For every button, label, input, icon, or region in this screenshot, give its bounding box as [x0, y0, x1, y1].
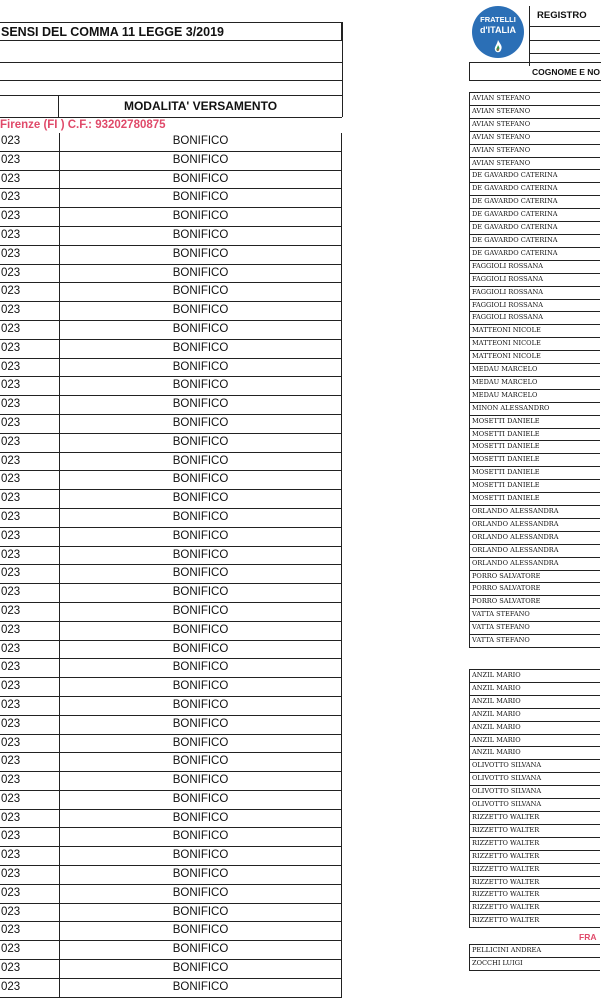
- payment-mode-cell: BONIFICO: [60, 414, 342, 433]
- name-cell: OLIVOTTO SILVANA: [470, 786, 601, 799]
- registro-label: REGISTRO: [537, 10, 587, 21]
- name-cell: DE GAVARDO CATERINA: [470, 234, 601, 247]
- payment-mode-cell: BONIFICO: [60, 396, 342, 415]
- name-cell: OLIVOTTO SILVANA: [470, 760, 601, 773]
- payment-mode-cell: BONIFICO: [60, 527, 342, 546]
- name-cell: FAGGIOLI ROSSANA: [470, 299, 601, 312]
- name-cell: ORLANDO ALESSANDRA: [470, 518, 601, 531]
- year-cell: 023: [0, 189, 60, 208]
- table-row: [0, 433, 342, 452]
- list-item: [470, 480, 601, 493]
- payment-mode-cell: BONIFICO: [60, 678, 342, 697]
- year-cell: 023: [0, 884, 60, 903]
- year-cell: 023: [0, 170, 60, 189]
- table-row: [0, 753, 342, 772]
- payment-mode-cell: BONIFICO: [60, 696, 342, 715]
- name-cell: FAGGIOLI ROSSANA: [470, 273, 601, 286]
- payment-mode-cell: BONIFICO: [60, 133, 342, 151]
- list-item: [470, 609, 601, 622]
- list-item: [470, 351, 601, 364]
- name-cell: MEDAU MARCELO: [470, 364, 601, 377]
- name-cell: ANZIL MARIO: [470, 670, 601, 683]
- payment-mode-cell: BONIFICO: [60, 659, 342, 678]
- table-row: [0, 320, 342, 339]
- name-cell: AVIAN STEFANO: [470, 93, 601, 106]
- divider: [0, 62, 342, 63]
- year-cell: 023: [0, 508, 60, 527]
- list-item: [470, 376, 601, 389]
- year-cell: 023: [0, 283, 60, 302]
- table-row: [0, 527, 342, 546]
- table-row: [0, 565, 342, 584]
- table-row: [0, 208, 342, 227]
- list-item: [470, 747, 601, 760]
- table-row: [0, 584, 342, 603]
- table-row: [0, 170, 342, 189]
- list-item: [470, 118, 601, 131]
- list-item: [470, 876, 601, 889]
- name-cell: MOSETTI DANIELE: [470, 415, 601, 428]
- table-row: [0, 189, 342, 208]
- list-item: [470, 734, 601, 747]
- payment-mode-cell: BONIFICO: [60, 621, 342, 640]
- name-cell: VATTA STEFANO: [470, 622, 601, 635]
- list-item: [470, 670, 601, 683]
- right-document-page: [469, 0, 600, 978]
- logo-text-top: FRATELLI: [480, 15, 516, 24]
- cognome-header: COGNOME E NO: [532, 67, 601, 77]
- list-item: [470, 557, 601, 570]
- year-cell: 023: [0, 264, 60, 283]
- list-item: [470, 131, 601, 144]
- table-row: [0, 490, 342, 509]
- table-row: [0, 922, 342, 941]
- list-item: [470, 506, 601, 519]
- payment-mode-cell: BONIFICO: [60, 847, 342, 866]
- name-cell: AVIAN STEFANO: [470, 144, 601, 157]
- fratelli-italia-logo: [472, 6, 524, 58]
- year-cell: 023: [0, 471, 60, 490]
- name-cell: FAGGIOLI ROSSANA: [470, 312, 601, 325]
- list-item: [470, 247, 601, 260]
- name-cell: RIZZETTO WALTER: [470, 902, 601, 915]
- table-row: [0, 508, 342, 527]
- list-item: [470, 531, 601, 544]
- name-cell: ANZIL MARIO: [470, 682, 601, 695]
- table-row: [0, 734, 342, 753]
- year-cell: 023: [0, 602, 60, 621]
- name-cell: DE GAVARDO CATERINA: [470, 183, 601, 196]
- table-row: [0, 866, 342, 885]
- list-item: [470, 622, 601, 635]
- list-item: [470, 889, 601, 902]
- payment-mode-cell: BONIFICO: [60, 302, 342, 321]
- table-row: [0, 414, 342, 433]
- year-cell: 023: [0, 565, 60, 584]
- list-item: [470, 196, 601, 209]
- list-item: [470, 570, 601, 583]
- name-cell: ORLANDO ALESSANDRA: [470, 557, 601, 570]
- table-row: [0, 302, 342, 321]
- divider: [0, 80, 342, 81]
- list-item: [470, 824, 601, 837]
- year-cell: 023: [0, 753, 60, 772]
- payment-mode-cell: BONIFICO: [60, 978, 342, 997]
- table-row: [0, 358, 342, 377]
- year-cell: 023: [0, 320, 60, 339]
- payment-mode-cell: BONIFICO: [60, 490, 342, 509]
- payment-mode-cell: BONIFICO: [60, 790, 342, 809]
- list-item: [470, 635, 601, 648]
- list-item: [470, 493, 601, 506]
- payment-mode-cell: BONIFICO: [60, 358, 342, 377]
- name-cell: ZOCCHI LUIGI: [470, 957, 601, 970]
- payment-mode-cell: BONIFICO: [60, 264, 342, 283]
- name-cell: ANZIL MARIO: [470, 695, 601, 708]
- name-cell: MINON ALESSANDRO: [470, 402, 601, 415]
- name-cell: FAGGIOLI ROSSANA: [470, 286, 601, 299]
- payment-mode-cell: BONIFICO: [60, 471, 342, 490]
- payment-mode-cell: BONIFICO: [60, 189, 342, 208]
- list-item: [470, 811, 601, 824]
- payment-mode-cell: BONIFICO: [60, 508, 342, 527]
- name-cell: ORLANDO ALESSANDRA: [470, 531, 601, 544]
- year-cell: 023: [0, 809, 60, 828]
- payment-mode-cell: BONIFICO: [60, 170, 342, 189]
- divider: [342, 22, 343, 117]
- list-item: [470, 286, 601, 299]
- list-item: [470, 544, 601, 557]
- name-cell: FAGGIOLI ROSSANA: [470, 260, 601, 273]
- name-cell: DE GAVARDO CATERINA: [470, 196, 601, 209]
- name-cell: MEDAU MARCELO: [470, 389, 601, 402]
- name-cell: PORRO SALVATORE: [470, 596, 601, 609]
- names-block-3: [469, 944, 600, 971]
- list-item: [470, 338, 601, 351]
- year-cell: 023: [0, 339, 60, 358]
- name-cell: MOSETTI DANIELE: [470, 441, 601, 454]
- name-cell: RIZZETTO WALTER: [470, 863, 601, 876]
- year-cell: 023: [0, 584, 60, 603]
- name-cell: RIZZETTO WALTER: [470, 837, 601, 850]
- year-cell: 023: [0, 790, 60, 809]
- table-row: [0, 903, 342, 922]
- table-row: [0, 151, 342, 170]
- list-item: [470, 105, 601, 118]
- list-item: [470, 325, 601, 338]
- year-cell: 023: [0, 922, 60, 941]
- payment-mode-cell: BONIFICO: [60, 903, 342, 922]
- table-row: [0, 978, 342, 997]
- name-cell: RIZZETTO WALTER: [470, 889, 601, 902]
- year-cell: 023: [0, 960, 60, 979]
- name-cell: DE GAVARDO CATERINA: [470, 222, 601, 235]
- name-cell: ANZIL MARIO: [470, 721, 601, 734]
- list-item: [470, 415, 601, 428]
- payment-mode-cell: BONIFICO: [60, 922, 342, 941]
- year-cell: 023: [0, 903, 60, 922]
- table-row: [0, 640, 342, 659]
- payment-mode-cell: BONIFICO: [60, 208, 342, 227]
- list-item: [470, 863, 601, 876]
- name-cell: ORLANDO ALESSANDRA: [470, 544, 601, 557]
- payment-mode-cell: BONIFICO: [60, 884, 342, 903]
- payment-mode-cell: BONIFICO: [60, 245, 342, 264]
- year-cell: 023: [0, 133, 60, 151]
- year-cell: 023: [0, 715, 60, 734]
- list-item: [470, 945, 601, 958]
- year-cell: 023: [0, 772, 60, 791]
- table-row: [0, 339, 342, 358]
- list-item: [470, 915, 601, 928]
- list-item: [470, 299, 601, 312]
- name-cell: ORLANDO ALESSANDRA: [470, 506, 601, 519]
- name-cell: MATTEONI NICOLE: [470, 325, 601, 338]
- year-cell: 023: [0, 208, 60, 227]
- name-cell: RIZZETTO WALTER: [470, 811, 601, 824]
- list-item: [470, 312, 601, 325]
- divider: [529, 53, 600, 54]
- list-item: [470, 957, 601, 970]
- name-cell: ANZIL MARIO: [470, 747, 601, 760]
- list-item: [470, 157, 601, 170]
- year-cell: 023: [0, 527, 60, 546]
- names-block-1: [469, 92, 600, 648]
- table-row: [0, 696, 342, 715]
- payment-mode-cell: BONIFICO: [60, 433, 342, 452]
- payment-mode-cell: BONIFICO: [60, 452, 342, 471]
- list-item: [470, 902, 601, 915]
- table-row: [0, 283, 342, 302]
- list-item: [470, 273, 601, 286]
- name-cell: DE GAVARDO CATERINA: [470, 247, 601, 260]
- table-row: [0, 809, 342, 828]
- year-cell: 023: [0, 302, 60, 321]
- payment-mode-cell: BONIFICO: [60, 151, 342, 170]
- year-cell: 023: [0, 151, 60, 170]
- name-cell: ANZIL MARIO: [470, 734, 601, 747]
- year-cell: 023: [0, 678, 60, 697]
- table-row: [0, 659, 342, 678]
- year-cell: 023: [0, 734, 60, 753]
- table-row: [0, 772, 342, 791]
- name-cell: VATTA STEFANO: [470, 635, 601, 648]
- list-item: [470, 144, 601, 157]
- table-row: [0, 245, 342, 264]
- year-cell: 023: [0, 396, 60, 415]
- year-cell: 023: [0, 490, 60, 509]
- list-item: [470, 583, 601, 596]
- year-cell: 023: [0, 377, 60, 396]
- list-item: [470, 682, 601, 695]
- payment-mode-cell: BONIFICO: [60, 772, 342, 791]
- table-row: [0, 790, 342, 809]
- year-cell: 023: [0, 828, 60, 847]
- name-cell: AVIAN STEFANO: [470, 118, 601, 131]
- logo-text-bottom: d'ITALIA: [480, 25, 516, 35]
- list-item: [470, 850, 601, 863]
- name-cell: RIZZETTO WALTER: [470, 915, 601, 928]
- list-item: [470, 596, 601, 609]
- table-row: [0, 847, 342, 866]
- list-item: [470, 441, 601, 454]
- list-item: [470, 695, 601, 708]
- payment-mode-cell: BONIFICO: [60, 320, 342, 339]
- list-item: [470, 454, 601, 467]
- name-cell: RIZZETTO WALTER: [470, 876, 601, 889]
- list-item: [470, 222, 601, 235]
- table-row: [0, 715, 342, 734]
- document-title: SENSI DEL COMMA 11 LEGGE 3/2019: [0, 22, 342, 41]
- name-cell: DE GAVARDO CATERINA: [470, 170, 601, 183]
- payment-mode-cell: BONIFICO: [60, 734, 342, 753]
- list-item: [470, 402, 601, 415]
- year-cell: 023: [0, 358, 60, 377]
- payment-mode-cell: BONIFICO: [60, 602, 342, 621]
- table-row: [0, 452, 342, 471]
- name-cell: MOSETTI DANIELE: [470, 467, 601, 480]
- payment-mode-cell: BONIFICO: [60, 828, 342, 847]
- payment-mode-cell: BONIFICO: [60, 809, 342, 828]
- payment-mode-cell: BONIFICO: [60, 546, 342, 565]
- organization-line: Firenze (FI ) C.F.: 93202780875: [0, 119, 166, 131]
- payment-mode-cell: BONIFICO: [60, 283, 342, 302]
- list-item: [470, 760, 601, 773]
- name-cell: PORRO SALVATORE: [470, 570, 601, 583]
- list-item: [470, 389, 601, 402]
- table-row: [0, 828, 342, 847]
- list-item: [470, 209, 601, 222]
- list-item: [470, 708, 601, 721]
- name-cell: OLIVOTTO SILVANA: [470, 799, 601, 812]
- year-cell: 023: [0, 433, 60, 452]
- list-item: [470, 93, 601, 106]
- divider: [529, 40, 600, 41]
- year-cell: 023: [0, 621, 60, 640]
- name-cell: OLIVOTTO SILVANA: [470, 773, 601, 786]
- name-cell: ANZIL MARIO: [470, 708, 601, 721]
- year-cell: 023: [0, 941, 60, 960]
- year-cell: 023: [0, 546, 60, 565]
- name-cell: MOSETTI DANIELE: [470, 493, 601, 506]
- payment-mode-cell: BONIFICO: [60, 640, 342, 659]
- list-item: [470, 364, 601, 377]
- name-cell: DE GAVARDO CATERINA: [470, 209, 601, 222]
- name-cell: AVIAN STEFANO: [470, 131, 601, 144]
- year-cell: 023: [0, 245, 60, 264]
- table-row: [0, 377, 342, 396]
- payment-mode-cell: BONIFICO: [60, 226, 342, 245]
- table-row: [0, 941, 342, 960]
- name-cell: MATTEONI NICOLE: [470, 338, 601, 351]
- payments-table: [0, 133, 342, 998]
- name-cell: PELLICINI ANDREA: [470, 945, 601, 958]
- table-row: [0, 960, 342, 979]
- list-item: [470, 518, 601, 531]
- list-item: [470, 260, 601, 273]
- table-row: [0, 133, 342, 151]
- column-header-modalita: MODALITA' VERSAMENTO: [123, 99, 278, 113]
- year-cell: 023: [0, 696, 60, 715]
- table-row: [0, 621, 342, 640]
- name-cell: RIZZETTO WALTER: [470, 850, 601, 863]
- year-cell: 023: [0, 978, 60, 997]
- year-cell: 023: [0, 226, 60, 245]
- list-item: [470, 786, 601, 799]
- name-cell: MATTEONI NICOLE: [470, 351, 601, 364]
- list-item: [470, 773, 601, 786]
- flame-icon: [490, 40, 506, 55]
- name-cell: PORRO SALVATORE: [470, 583, 601, 596]
- name-cell: AVIAN STEFANO: [470, 157, 601, 170]
- table-row: [0, 264, 342, 283]
- divider: [529, 26, 600, 27]
- year-cell: 023: [0, 866, 60, 885]
- list-item: [470, 799, 601, 812]
- list-item: [470, 428, 601, 441]
- name-cell: MEDAU MARCELO: [470, 376, 601, 389]
- list-item: [470, 837, 601, 850]
- list-item: [470, 183, 601, 196]
- name-cell: MOSETTI DANIELE: [470, 454, 601, 467]
- table-row: [0, 884, 342, 903]
- payment-mode-cell: BONIFICO: [60, 339, 342, 358]
- names-block-2: [469, 669, 600, 928]
- list-item: [470, 721, 601, 734]
- list-item: [470, 467, 601, 480]
- payment-mode-cell: BONIFICO: [60, 941, 342, 960]
- payment-mode-cell: BONIFICO: [60, 565, 342, 584]
- year-cell: 023: [0, 847, 60, 866]
- year-cell: 023: [0, 414, 60, 433]
- payment-mode-cell: BONIFICO: [60, 753, 342, 772]
- name-cell: VATTA STEFANO: [470, 609, 601, 622]
- payment-mode-cell: BONIFICO: [60, 377, 342, 396]
- name-cell: RIZZETTO WALTER: [470, 824, 601, 837]
- year-cell: 023: [0, 640, 60, 659]
- table-row: [0, 396, 342, 415]
- year-cell: 023: [0, 452, 60, 471]
- payment-mode-cell: BONIFICO: [60, 866, 342, 885]
- table-row: [0, 226, 342, 245]
- list-item: [470, 234, 601, 247]
- table-row: [0, 602, 342, 621]
- payment-mode-cell: BONIFICO: [60, 584, 342, 603]
- name-cell: MOSETTI DANIELE: [470, 428, 601, 441]
- payment-mode-cell: BONIFICO: [60, 960, 342, 979]
- name-cell: AVIAN STEFANO: [470, 105, 601, 118]
- year-cell: 023: [0, 659, 60, 678]
- fra-label: FRA: [579, 932, 597, 942]
- table-row: [0, 471, 342, 490]
- table-row: [0, 546, 342, 565]
- name-cell: MOSETTI DANIELE: [470, 480, 601, 493]
- list-item: [470, 170, 601, 183]
- table-row: [0, 678, 342, 697]
- payment-mode-cell: BONIFICO: [60, 715, 342, 734]
